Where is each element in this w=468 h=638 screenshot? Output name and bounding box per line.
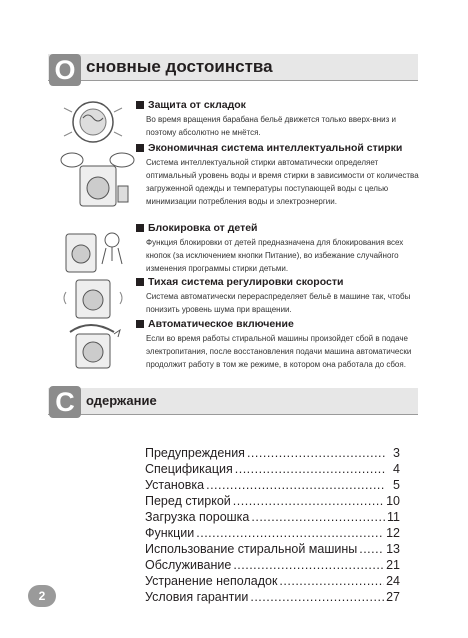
feature-item [136, 99, 426, 139]
toc-leader [196, 526, 384, 540]
feature-item [136, 318, 426, 371]
feature-item [136, 276, 426, 316]
toc-label: Условия гарантии [145, 590, 249, 604]
toc-entry[interactable] [145, 558, 400, 574]
toc-page: 27 [386, 590, 400, 604]
toc-label: Загрузка порошка [145, 510, 250, 524]
feature-text: Если во время работы стиральной машины произойдет сбой в подаче электропитания, после восстановления подачи машина автоматически продолжит работу в том же режиме, в котором она работала до сбоя. [146, 334, 412, 369]
toc-label: Установка [145, 478, 205, 492]
auto-restart-illustration-icon [58, 318, 128, 370]
toc-page: 13 [386, 542, 400, 556]
toc-leader [250, 590, 384, 604]
page-number: 2 [28, 585, 56, 607]
toc-page: 21 [386, 558, 400, 572]
section-letter-badge: О [49, 54, 81, 86]
toc-leader [233, 558, 384, 572]
feature-text: Во время вращения барабана бельё движется только вверх-вниз и поэтому абсолютно не мнётся. [146, 115, 396, 137]
feature-title: Блокировка от детей [148, 222, 258, 234]
toc-label: Перед стиркой [145, 494, 231, 508]
bullet-square-icon [136, 144, 144, 152]
toc-page: 24 [386, 574, 400, 588]
feature-item [136, 142, 426, 208]
toc-label: Спецификация [145, 462, 233, 476]
toc-page: 4 [393, 462, 400, 476]
toc-label: Обслуживание [145, 558, 232, 572]
toc-page: 5 [393, 478, 400, 492]
feature-title: Автоматическое включение [148, 318, 294, 330]
toc-leader [359, 542, 384, 556]
toc-leader [235, 462, 386, 476]
toc-leader [251, 510, 385, 524]
quiet-spin-illustration-icon [58, 272, 128, 320]
toc-entry[interactable] [145, 494, 400, 510]
toc-label: Функции [145, 526, 195, 540]
toc-page: 12 [386, 526, 400, 540]
toc-page: 11 [387, 510, 400, 524]
bullet-square-icon [136, 101, 144, 109]
toc-entry[interactable] [145, 526, 400, 542]
feature-text: Система интеллектуальной стирки автоматически определяет оптимальный уровень воды и время стирки в зависимости от количества загруженной одежды и температуры поступающей воды с целью минимизации потребления воды и электроэнергии. [146, 158, 419, 206]
section-title: сновные достоинства [86, 57, 273, 76]
toc-leader [279, 574, 384, 588]
feature-text: Система автоматически перераспределяет бельё в машине так, чтобы понизить уровень шума при вращении. [146, 292, 411, 314]
toc-entry[interactable] [145, 574, 400, 590]
feature-title: Защита от складок [148, 99, 246, 111]
toc-leader [233, 494, 384, 508]
toc-page: 3 [393, 446, 400, 460]
toc-leader [206, 478, 386, 492]
feature-text: Функция блокировки от детей предназначена для блокирования всех кнопок (за исключением кнопки Питание), во избежание случайного изменения программы стирки детьми. [146, 238, 404, 273]
table-of-contents [145, 446, 400, 606]
section-letter-badge: С [49, 386, 81, 418]
toc-entry[interactable] [145, 478, 400, 494]
toc-entry[interactable] [145, 542, 400, 558]
toc-label: Использование стиральной машины [145, 542, 358, 556]
drum-illustration-icon [58, 98, 128, 146]
toc-label: Устранение неполадок [145, 574, 278, 588]
toc-entry[interactable] [145, 462, 400, 478]
child-lock-illustration-icon [58, 222, 128, 274]
toc-page: 10 [386, 494, 400, 508]
feature-title: Тихая система регулировки скорости [148, 276, 344, 288]
section-title: одержание [86, 393, 157, 408]
toc-entry[interactable] [145, 510, 400, 526]
smart-wash-illustration-icon [58, 150, 138, 210]
toc-label: Предупреждения [145, 446, 245, 460]
bullet-square-icon [136, 320, 144, 328]
toc-entry[interactable] [145, 590, 400, 606]
toc-entry[interactable] [145, 446, 400, 462]
toc-leader [247, 446, 386, 460]
bullet-square-icon [136, 224, 144, 232]
bullet-square-icon [136, 278, 144, 286]
feature-item [136, 222, 426, 275]
feature-title: Экономичная система интеллектуальной стирки [148, 142, 403, 154]
